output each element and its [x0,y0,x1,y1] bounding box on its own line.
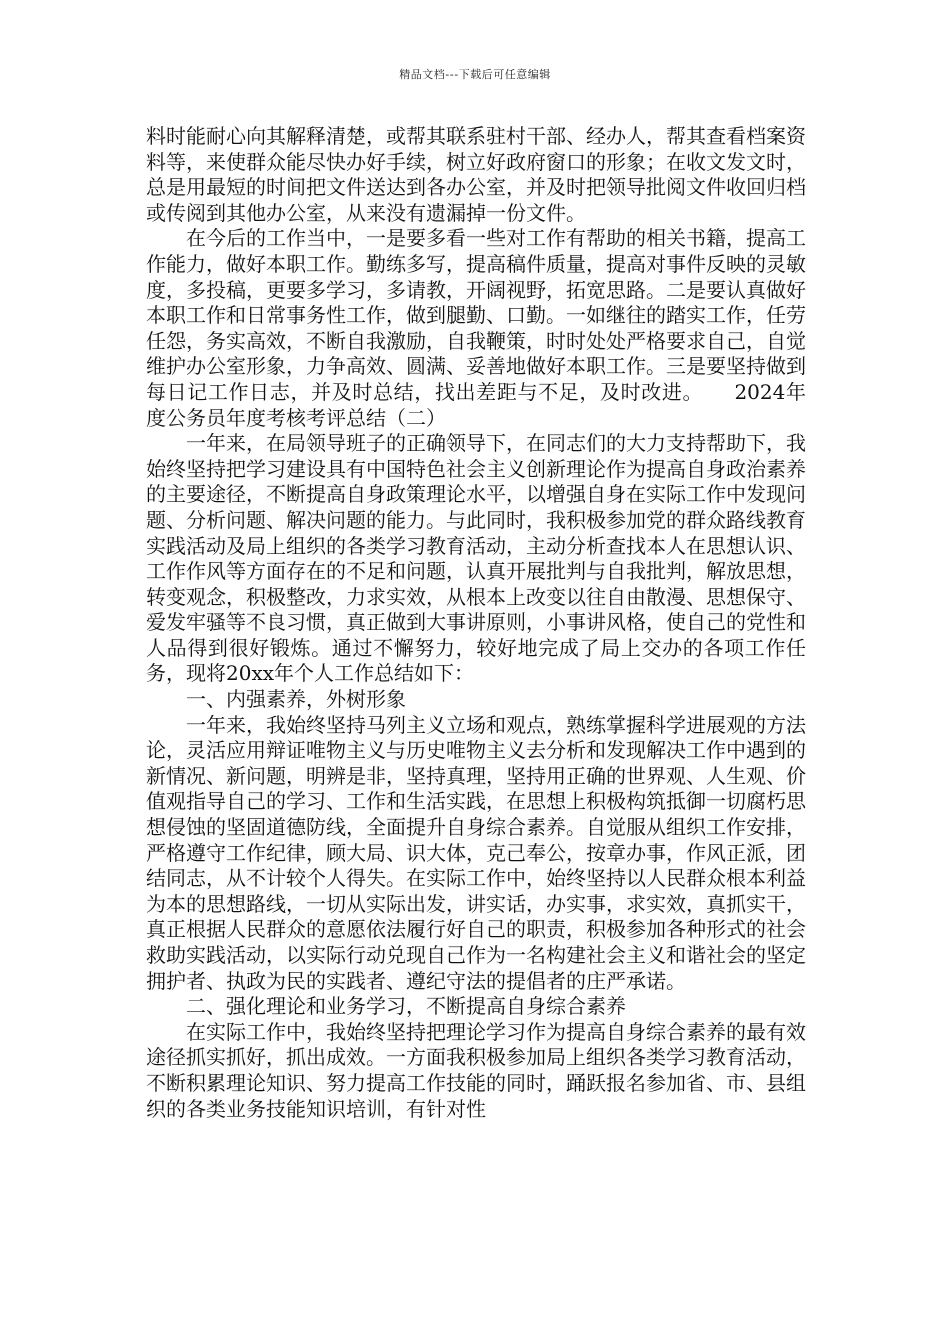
section-heading: 二、强化理论和业务学习，不断提高自身综合素养 [186,994,626,1019]
paragraph: 一年来，在局领导班子的正确领导下，在同志们的大力支持帮助下，我始终坚持把学习建设具有中国特色社会主义创新理论作为提高自身政治素养的主要途径，不断提高自身政策理论水平，以增强自身在实际工作中发现问题、分析问题、解决问题的能力。与此同时，我积极参加党的群众路线教育实践活动及局上组织的各类学习教育活动，主动分析查找本人在思想认识、工作作风等方面存在的不足和问题，认真开展批判与自我批判，解放思想，转变观念，积极整改，力求实效，从根本上改变以往自由散漫、思想保守、爱发牢骚等不良习惯，真正做到大事讲原则，小事讲风格，使自己的党性和人品得到很好锻炼。通过不懈努力，较好地完成了局上交办的各项工作任务，现将20xx年个人工作总结如下： [146,431,806,686]
paragraph: 在实际工作中，我始终坚持把理论学习作为提高自身综合素养的最有效途径抓实抓好，抓出成效。一方面我积极参加局上组织各类学习教育活动，不断积累理论知识、努力提高工作技能的同时，踊跃报名参加省、市、县组织的各类业务技能知识培训，有针对性 [146,1019,806,1121]
page-header: 精品文档---下载后可任意编辑 [399,68,551,81]
paragraph: 在今后的工作当中，一是要多看一些对工作有帮助的相关书籍，提高工作能力，做好本职工作。勤练多写，提高稿件质量，提高对事件反映的灵敏度，多投稿，更要多学习，多请教，开阔视野，拓宽思路。二是要认真做好本职工作和日常事务性工作，做到腿勤、口勤。一如继往的踏实工作，任劳任怨，务实高效，不断自我激励，自我鞭策，时时处处严格要求自己，自觉维护办公室形象，力争高效、圆满、妥善地做好本职工作。三是要坚持做到每日记工作日志，并及时总结，找出差距与不足，及时改进。 2024年度公务员年度考核考评总结（二） [146,226,806,430]
paragraph: 料时能耐心向其解释清楚，或帮其联系驻村干部、经办人，帮其查看档案资料等，来使群众能尽快办好手续，树立好政府窗口的形象；在收文发文时，总是用最短的时间把文件送达到各办公室，并及时把领导批阅文件收回归档或传阅到其他办公室，从来没有遗漏掉一份文件。 [146,124,806,225]
paragraph: 一年来，我始终坚持马列主义立场和观点，熟练掌握科学进展观的方法论，灵活应用辩证唯物主义与历史唯物主义去分析和发现解决工作中遇到的新情况、新问题，明辨是非，坚持真理，坚持用正确的世界观、人生观、价值观指导自己的学习、工作和生活实践，在思想上积极构筑抵御一切腐朽思想侵蚀的坚固道德防线，全面提升自身综合素养。自觉服从组织工作安排，严格遵守工作纪律，顾大局、识大体，克己奉公，按章办事，作风正派，团结同志，从不计较个人得失。在实际工作中，始终坚持以人民群众根本利益为本的思想路线，一切从实际出发，讲实话，办实事，求实效，真抓实干，真正根据人民群众的意愿依法履行好自己的职责，积极参加各种形式的社会救助实践活动，以实际行动兑现自己作为一名构建社会主义和谐社会的坚定拥护者、执政为民的实践者、遵纪守法的提倡者的庄严承诺。 [146,712,806,993]
document-body [146,124,806,1122]
section-heading: 一、内强素养，外树形象 [186,687,406,712]
